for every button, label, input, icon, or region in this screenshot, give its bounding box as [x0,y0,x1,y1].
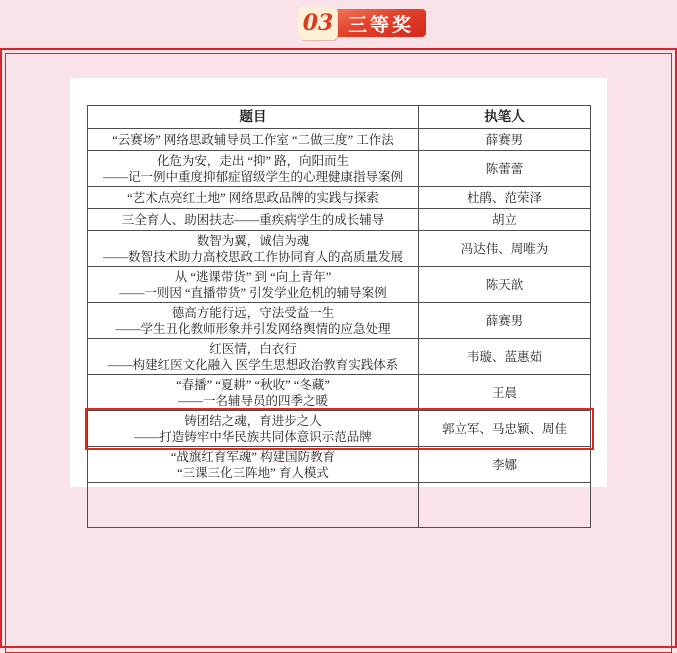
title-cell [88,129,419,151]
author-cell: 薛赛男 [419,303,591,339]
table-row [88,209,591,231]
title-line: “三课三化三阵地” 育人模式 [177,465,329,480]
table-row [88,303,591,339]
title-cell [88,483,419,528]
title-line: 数智为翼，诚信为魂 [196,233,310,248]
section-title-badge: 三等奖 [332,9,426,37]
title-cell [88,151,419,187]
title-line: ——学生丑化教师形象并引发网络舆情的应急处理 [115,321,391,336]
table-row [88,151,591,187]
title-cell [88,267,419,303]
author-cell: 陈蕾蕾 [419,151,591,187]
author-cell: 薛赛男 [419,129,591,151]
table-row-highlighted [88,411,591,447]
title-line: ——打造铸牢中华民族共同体意识示范品牌 [134,429,372,444]
title-line: ——一则因 “直播带货” 引发学业危机的辅导案例 [119,285,387,300]
table-row [88,375,591,411]
author-cell: 李娜 [419,447,591,483]
title-cell [88,303,419,339]
table-row [88,447,591,483]
section-number-badge: 03 [298,7,338,40]
title-line: 化危为安，走出 “抑” 路，向阳而生 [156,153,350,168]
title-cell [88,209,419,231]
author-cell [419,483,591,528]
table-row [88,339,591,375]
table-header-row [88,106,591,129]
title-line: 红医情，白衣行 [209,341,297,356]
title-line: “艺术点亮红土地” 网络思政品牌的实践与探索 [127,190,379,205]
title-cell [88,339,419,375]
table-row [88,129,591,151]
column-header-author: 执笔人 [419,106,591,129]
title-cell [88,187,419,209]
author-cell: 韦璇、蓝惠茹 [419,339,591,375]
title-line: 铸团结之魂，育进步之人 [184,413,322,428]
title-cell [88,375,419,411]
title-line: “战旗红育军魂” 构建国防教育 [170,449,336,464]
title-line: “春播” “夏耕” “秋收” “冬藏” [176,377,330,392]
title-line: 德高方能行远，守法受益一生 [171,305,335,320]
table-row [88,231,591,267]
content-card [70,78,607,487]
award-section-header [298,6,426,40]
author-cell: 杜鹃、范荣泽 [419,187,591,209]
title-line: ——构建红医文化融入 医学生思想政治教育实践体系 [107,357,399,372]
table-row-partial [88,483,591,528]
title-cell [88,231,419,267]
title-cell [88,411,419,447]
table-row [88,267,591,303]
title-line: ——数智技术助力高校思政工作协同育人的高质量发展 [102,249,403,264]
author-cell: 陈天歆 [419,267,591,303]
awards-table [87,105,591,528]
author-cell: 胡立 [419,209,591,231]
title-cell [88,447,419,483]
title-line: ——一名辅导员的四季之暖 [177,393,328,408]
author-cell: 冯达伟、周唯为 [419,231,591,267]
title-line: “云赛场” 网络思政辅导员工作室 “二做三度” 工作法 [112,132,394,147]
title-line: ——记一例中重度抑郁症留级学生的心理健康指导案例 [102,169,403,184]
title-line: 从 “逃课带货” 到 “向上青年” [174,269,332,284]
author-cell: 郭立军、马忠颖、周佳 [419,411,591,447]
table-row [88,187,591,209]
author-cell: 王晨 [419,375,591,411]
column-header-title: 题目 [88,106,419,129]
title-line: 三全育人、助困扶志——重疾病学生的成长辅导 [121,212,385,227]
